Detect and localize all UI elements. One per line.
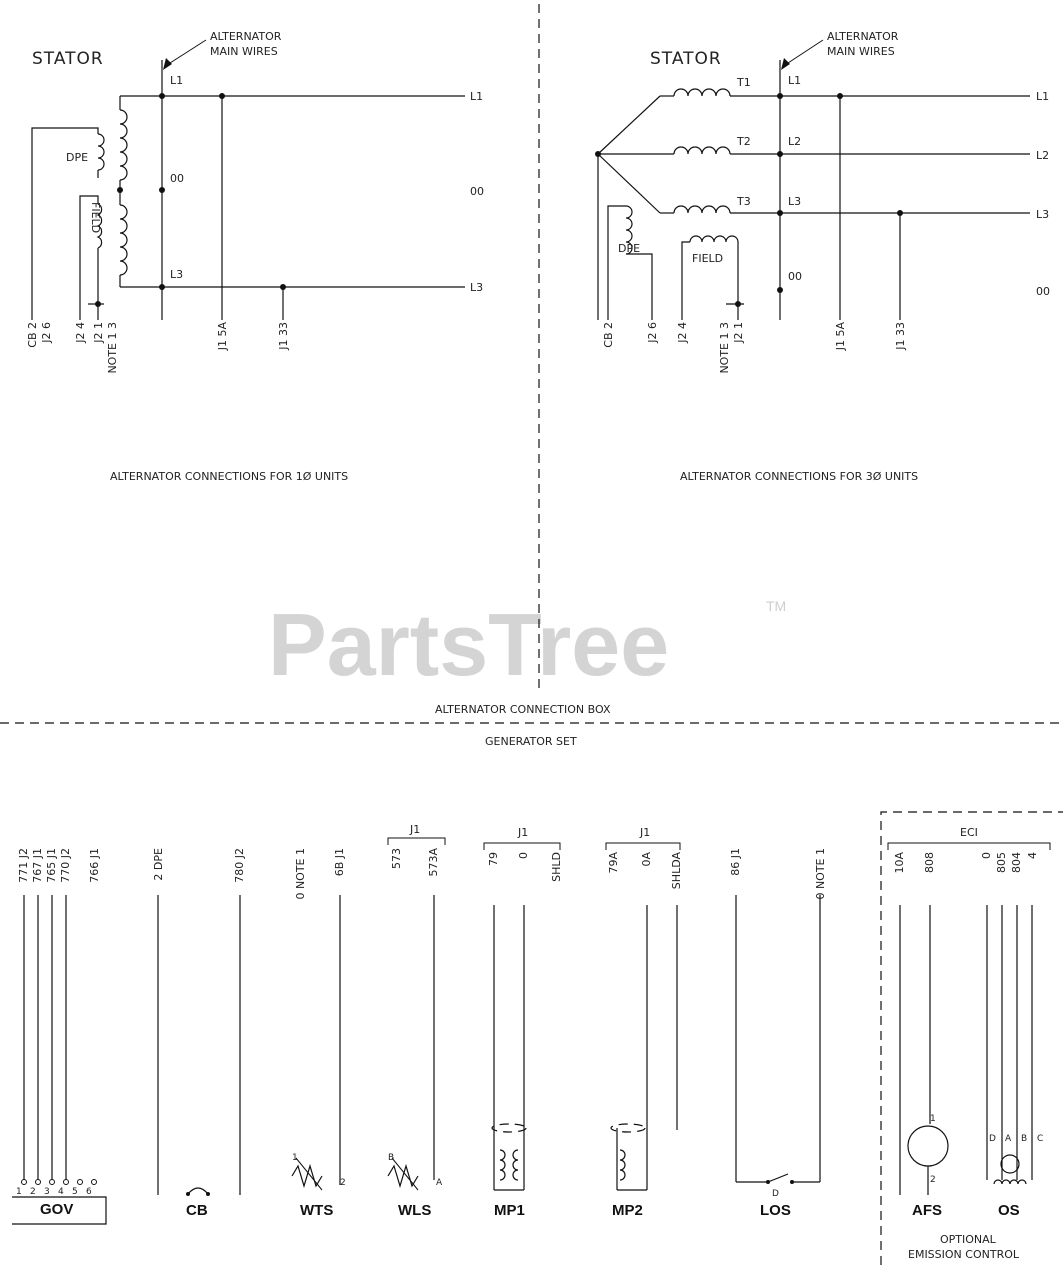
right-bus-l2: L2 xyxy=(788,135,802,148)
component-mp1 xyxy=(484,826,563,1219)
los-switch-blade xyxy=(768,1174,788,1182)
los-contact-a xyxy=(766,1180,770,1184)
component-los xyxy=(729,848,827,1219)
left-node-l3 xyxy=(159,284,165,290)
right-terminal-l1: L1 xyxy=(1036,90,1050,103)
mp2-wire-79a: 79A xyxy=(607,852,620,874)
right-main-wires-1: ALTERNATOR xyxy=(827,30,899,43)
right-main-wires-2: MAIN WIRES xyxy=(827,45,895,58)
gov-pin-3 xyxy=(50,1180,55,1185)
right-coil-t1 xyxy=(674,89,730,96)
left-caption: ALTERNATOR CONNECTIONS FOR 1Ø UNITS xyxy=(110,470,349,483)
left-dpe-coil xyxy=(98,134,104,170)
wls-group-bracket xyxy=(388,838,445,845)
eci-group-bracket xyxy=(888,843,1050,850)
left-label-j24: J2 4 xyxy=(74,322,87,343)
left-label-j21: J2 1 xyxy=(92,322,105,343)
afs-sensor-symbol xyxy=(908,1126,948,1166)
cb-contact-b xyxy=(206,1192,210,1196)
right-label-j21: J2 1 xyxy=(732,322,745,343)
optional-note-2: EMISSION CONTROL xyxy=(908,1248,1019,1261)
left-main-wires-1: ALTERNATOR xyxy=(210,30,282,43)
wls-wire-573: 573 xyxy=(390,848,403,869)
afs-pin-1: 1 xyxy=(930,1114,936,1124)
left-stator-coil-lower xyxy=(120,205,127,275)
left-winding-tap xyxy=(117,187,123,193)
los-wire-0: 0 NOTE 1 xyxy=(814,848,827,900)
gov-wire-771: 771 J2 xyxy=(17,848,30,883)
left-node-l1 xyxy=(159,93,165,99)
right-label-j15a: J1 5A xyxy=(834,322,847,351)
mp2-pickup-coil xyxy=(620,1150,625,1180)
gov-wire-766: 766 J1 xyxy=(88,848,101,883)
right-label-j133: J1 33 xyxy=(894,322,907,350)
gov-pin-6 xyxy=(92,1180,97,1185)
right-coil-t1-label: T1 xyxy=(737,76,751,89)
right-bus-l3: L3 xyxy=(788,195,802,208)
gov-pin-2 xyxy=(36,1180,41,1185)
mp1-label: MP1 xyxy=(494,1202,525,1219)
right-bus-00: 00 xyxy=(788,270,802,283)
wls-group-label: J1 xyxy=(410,823,421,836)
right-field-coil xyxy=(690,236,738,242)
right-dpe-label: DPE xyxy=(618,242,641,255)
watermark-brand: PartsTree xyxy=(268,595,670,694)
mp2-label: MP2 xyxy=(612,1202,643,1219)
wts-pin-1: 1 xyxy=(292,1153,298,1163)
left-terminal-l1: L1 xyxy=(470,90,484,103)
right-field-label: FIELD xyxy=(692,252,724,265)
os-label: OS xyxy=(998,1202,1020,1219)
mp1-wire-shld: SHLD xyxy=(550,852,563,882)
left-stator-label: STATOR xyxy=(32,49,104,69)
gov-wire-767: 767 J1 xyxy=(31,848,44,883)
os-heater-coil xyxy=(994,1180,1026,1184)
left-main-wires-2: MAIN WIRES xyxy=(210,45,278,58)
os-wire-804: 804 xyxy=(1010,852,1023,873)
os-wire-4: 4 xyxy=(1026,852,1039,859)
right-terminal-l2: L2 xyxy=(1036,149,1050,162)
optional-note-1: OPTIONAL xyxy=(940,1233,996,1246)
os-sensor-symbol xyxy=(1001,1155,1019,1173)
gov-pin-label-5: 5 xyxy=(72,1187,78,1197)
left-field-label: FIELD xyxy=(89,202,102,234)
right-label-note13: NOTE 1 3 xyxy=(718,322,731,374)
mp2-shield-symbol xyxy=(611,1124,645,1132)
right-node-l1 xyxy=(777,93,783,99)
gov-pin-label-4: 4 xyxy=(58,1187,64,1197)
set-label: GENERATOR SET xyxy=(485,735,577,748)
cb-breaker-symbol xyxy=(188,1188,208,1194)
left-node-00-label: 00 xyxy=(170,172,184,185)
right-coil-t3 xyxy=(674,206,730,213)
afs-wire-808: 808 xyxy=(923,852,936,873)
afs-pin-2: 2 xyxy=(930,1175,936,1185)
gov-pin-4 xyxy=(64,1180,69,1185)
watermark-tm: TM xyxy=(766,598,787,614)
eci-group-label: ECI xyxy=(960,826,978,839)
gov-pin-label-3: 3 xyxy=(44,1187,50,1197)
mp2-group-label: J1 xyxy=(640,826,651,839)
mp1-pickup-coil xyxy=(500,1150,505,1180)
left-terminal-l3: L3 xyxy=(470,281,484,294)
right-coil-t3-label: T3 xyxy=(737,195,751,208)
wts-wire-6b: 6B J1 xyxy=(333,848,346,877)
os-wire-805: 805 xyxy=(995,852,1008,873)
right-label-j26: J2 6 xyxy=(646,322,659,343)
los-contact-b xyxy=(790,1180,794,1184)
left-label-note13: NOTE 1 3 xyxy=(106,322,119,374)
right-main-wires-leader xyxy=(788,40,823,63)
mp2-group-bracket xyxy=(606,843,680,850)
left-node-l1-label: L1 xyxy=(170,74,184,87)
gov-wire-765: 765 J1 xyxy=(45,848,58,883)
component-wls xyxy=(388,823,445,1219)
optional-box-border xyxy=(881,812,1063,1265)
os-pin-a: A xyxy=(1005,1134,1012,1144)
left-label-j15a: J1 5A xyxy=(216,322,229,351)
right-arrowhead xyxy=(781,58,790,70)
component-cb xyxy=(152,848,246,1219)
os-pin-c: C xyxy=(1037,1134,1044,1144)
afs-wire-10a: 10A xyxy=(893,852,906,874)
gov-pin-label-1: 1 xyxy=(16,1187,22,1197)
left-node-l3-label: L3 xyxy=(170,268,184,281)
right-panel xyxy=(595,30,1050,483)
wts-pin-2: 2 xyxy=(340,1178,346,1188)
cb-contact-a xyxy=(186,1192,190,1196)
mp1-wire-0: 0 xyxy=(517,852,530,859)
component-os xyxy=(980,852,1043,1219)
mp1-group-bracket xyxy=(484,843,560,850)
wls-pin-a: A xyxy=(436,1178,443,1188)
left-dpe-wire xyxy=(32,128,98,320)
right-terminal-l3: L3 xyxy=(1036,208,1050,221)
los-wire-86: 86 J1 xyxy=(729,848,742,876)
left-label-j133: J1 33 xyxy=(277,322,290,350)
right-node-00 xyxy=(777,287,783,293)
right-node-l3 xyxy=(777,210,783,216)
los-pin-d: D xyxy=(772,1189,779,1199)
los-label: LOS xyxy=(760,1202,791,1219)
right-star-t1 xyxy=(598,96,660,154)
right-coil-t2 xyxy=(674,147,730,154)
wts-wire-0: 0 NOTE 1 xyxy=(294,848,307,900)
right-field-wire-a xyxy=(682,242,690,320)
cb-wire-2dpe: 2 DPE xyxy=(152,848,165,881)
left-terminal-00: 00 xyxy=(470,185,484,198)
component-wts xyxy=(292,848,346,1219)
right-terminal-00: 00 xyxy=(1036,285,1050,298)
left-label-cb2: CB 2 xyxy=(26,322,39,348)
right-bus-l1: L1 xyxy=(788,74,802,87)
component-afs xyxy=(893,852,948,1219)
wls-pin-b: B xyxy=(388,1153,395,1163)
gov-pin-label-6: 6 xyxy=(86,1187,92,1197)
mp2-wire-0a: 0A xyxy=(640,852,653,867)
right-node-l2 xyxy=(777,151,783,157)
afs-label: AFS xyxy=(912,1202,942,1219)
box-label: ALTERNATOR CONNECTION BOX xyxy=(435,703,611,716)
wls-wire-573a: 573A xyxy=(427,848,440,877)
right-label-cb2: CB 2 xyxy=(602,322,615,348)
os-wire-0: 0 xyxy=(980,852,993,859)
mp1-shield-symbol xyxy=(492,1124,526,1132)
left-stator-coil-upper xyxy=(120,110,127,180)
left-arrowhead xyxy=(163,58,172,70)
left-panel xyxy=(26,30,484,483)
component-mp2 xyxy=(606,826,683,1219)
right-stator-label: STATOR xyxy=(650,49,722,69)
mp2-wire-shlda: SHLDA xyxy=(670,852,683,890)
right-coil-t2-label: T2 xyxy=(737,135,751,148)
gov-wire-770: 770 J2 xyxy=(59,848,72,883)
left-node-00 xyxy=(159,187,165,193)
right-dpe-wire-b xyxy=(626,254,652,320)
gov-pin-5 xyxy=(78,1180,83,1185)
right-dpe-wire-a xyxy=(608,206,626,320)
gov-pin-label-2: 2 xyxy=(30,1187,36,1197)
os-pin-b: B xyxy=(1021,1134,1028,1144)
left-main-wires-leader xyxy=(170,40,206,63)
gov-label: GOV xyxy=(40,1201,74,1218)
os-pin-d: D xyxy=(989,1134,996,1144)
left-dpe-label: DPE xyxy=(66,151,89,164)
right-caption: ALTERNATOR CONNECTIONS FOR 3Ø UNITS xyxy=(680,470,919,483)
cb-wire-780: 780 J2 xyxy=(233,848,246,883)
right-label-j24: J2 4 xyxy=(676,322,689,343)
wts-label: WTS xyxy=(300,1202,334,1219)
mp1-pickup-coil-b xyxy=(513,1150,518,1180)
component-gov xyxy=(12,848,106,1224)
mp1-group-label: J1 xyxy=(518,826,529,839)
wls-label: WLS xyxy=(398,1202,432,1219)
wts-thermistor-symbol xyxy=(292,1166,322,1186)
wls-sensor-symbol xyxy=(388,1166,418,1186)
mp1-wire-79: 79 xyxy=(487,852,500,866)
gov-pin-1 xyxy=(22,1180,27,1185)
cb-label: CB xyxy=(186,1202,208,1219)
left-label-j26: J2 6 xyxy=(40,322,53,343)
right-star-t3 xyxy=(598,154,660,213)
